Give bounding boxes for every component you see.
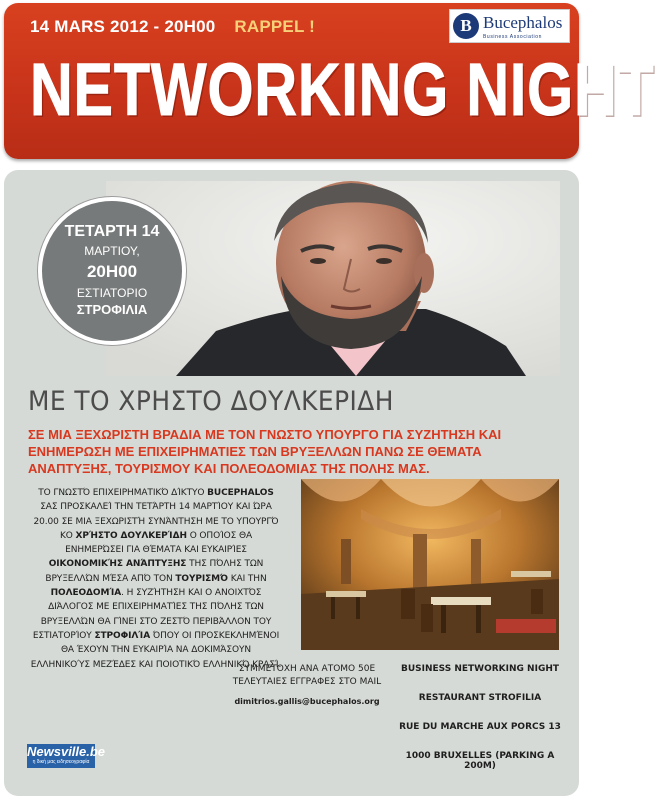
event-description [30,486,282,672]
event-venue-name: ΣΤΡΟΦΙΛΙΑ [76,302,148,317]
event-date: 14 MARS 2012 - 20H00 [30,17,216,36]
bucephalos-logo-text [483,13,562,40]
restaurant-photo-graphic [301,479,559,650]
participation-registration: ΤΕΛΕΥΤΑΙΕΣ ΕΓΓΡΑΦΕΣ ΣΤΟ MAIL [232,677,382,687]
description-bold: BUCEPHALOS [207,488,274,498]
description-bold: ΧΡΉΣΤΟ ΔΟΥΛΚΕΡΊΔΗ [75,530,187,541]
event-header-banner [4,3,655,159]
event-month: ΜΑΡΤΙΟΥ, [84,244,140,258]
description-bold: ΣΤΡΟΦΙΛΊΑ [94,630,151,641]
rappel-label: RAPPEL ! [234,17,316,36]
address-restaurant: RESTAURANT STROFILIA [418,693,542,703]
description-bold: ΤΟΥΡΙΣΜΌ [175,573,228,584]
event-time: 20H00 [86,262,138,281]
description-bold: ΟΙΚΟΝΟΜΙΚΉΣ ΑΝΆΠΤΥΞΗΣ [48,559,187,570]
description-text: ΌΠΟΥ ΟΙ ΠΡΟΣΚΕΚΛΗΜΈΝΟΙ ΘΑ ΈΧΟΥΝ ΤΗΝ ΕΥΚΑΙΡΊΑ ΝΑ ΔΟΚΙΜΆΣΟΥΝ ΕΛΛΗΝΙΚΟΎΣ ΜΕΖΈΔΕΣ ΚΑΙ ΠΟΙΟΤΙΚΌ ΕΛΛΗΝΙΚΌ ΚΡΑΣΊ. [30,630,282,670]
description-bold: ΠΟΛΕΟΔΟΜΊΑ [50,588,122,599]
description-text: Ο ΟΠΟΊΟΣ ΘΑ ΕΝΗΜΕΡΏΣΕΙ ΓΙΑ ΘΈΜΑΤΑ ΚΑΙ ΕΥΚΑΙΡΊΕΣ [65,530,253,556]
newsville-tagline: η δική μας ειδησεογραφία [32,759,90,765]
speaker-subtitle: ΜΕ ΤΟ ΧΡΗΣΤΟ ΔΟΥΛΚΕΡΙΔΗ [28,386,394,417]
registration-email-link[interactable]: dimitrios.gallis@bucephalos.org [234,697,380,706]
event-date-line [30,17,315,37]
description-text: ΣΑΣ ΠΡΟΣΚΑΛΕΊ ΤΗΝ ΤΕΤΆΡΤΗ 14 ΜΑΡΤΊΟΥ ΚΑΙ ΏΡΑ 20.00 ΣΕ ΜΙΑ ΞΕΧΩΡΙΣΤΉ ΣΥΝΆΝΤΗΣΗ ΜΕ ΤΟ ΥΠΟΥΡΓΌ ΚΟ [33,502,279,541]
newsville-name: Newsville.be [27,744,106,759]
bucephalos-logo-icon: B [453,13,479,39]
event-intro: ΣΕ ΜΙΑ ΞΕΧΩΡΙΣΤΗ ΒΡΑΔΙΑ ΜΕ ΤΟΝ ΓΝΩΣΤΟ ΥΠΟΥΡΓΟ ΓΙΑ ΣΥΖΗΤΗΣΗ ΚΑΙ ΕΝΗΜΕΡΩΣΗ ΜΕ ΕΠΙΧΕΙΡΗΜΑΤΙΕΣ ΤΩΝ ΒΡΥΞΕΛΛΩΝ ΠΑΝΩ ΣΕ ΘΕΜΑΤΑ ΑΝΑΠΤΥΞΗΣ, ΤΟΥΡΙΣΜΟΥ ΚΑΙ ΠΟΛΕΟΔΟΜΙΑΣ ΤΗΣ ΠΟΛΗΣ ΜΑΣ. [28,427,502,476]
event-info-circle [38,197,186,345]
participation-price: ΣΥΜΜΕΤΟΧΗ ΑΝΑ ΑΤΟΜΟ 50E [238,664,376,674]
event-venue-type: ΕΣΤΙΑΤΟΡΙΟ [76,286,148,300]
description-text: ΤΟ ΓΝΩΣΤΌ ΕΠΙΧΕΙΡΗΜΑΤΙΚΌ ΔΊΚΤΥΟ [38,488,205,498]
venue-address [395,664,565,790]
logo-name: Bucephalos [483,12,563,32]
description-text: . Η ΣΥΖΉΤΗΣΗ ΚΑΙ Ο ΑΝΟΙΧΤΌΣ ΔΙΆΛΟΓΟΣ ΜΕ ΕΠΙΧΕΙΡΗΜΑΤΊΕΣ ΤΗΣ ΠΌΛΗΣ ΤΩΝ ΒΡΥΞΕΛΛΏΝ ΘΑ ΓΊΝΕΙ ΣΤΟ ΖΕΣΤΌ ΠΕΡΙΒΆΛΛΟΝ ΤΟΥ ΕΣΤΙΑΤΟΡΊΟΥ [32,588,272,641]
participation-info [232,663,382,706]
restaurant-photo [301,479,559,650]
description-text: ΤΗΣ ΠΌΛΗΣ ΤΩΝ ΒΡΥΞΕΛΛΏΝ ΜΈΣΑ ΑΠΌ ΤΟΝ [45,559,264,584]
newsville-logo[interactable] [27,744,106,768]
event-day: ΤΕΤΑΡΤΗ 14 [64,223,160,240]
bucephalos-logo[interactable] [449,9,570,43]
address-event-name: BUSINESS NETWORKING NIGHT [400,664,559,674]
address-street: RUE DU MARCHE AUX PORCS 13 [399,722,561,732]
logo-subtitle: Business Association [483,33,542,40]
description-text: ΚΑΙ ΤΗΝ [230,573,267,584]
event-title: NETWORKING NIGHT [30,48,655,131]
address-city: 1000 BRUXELLES (PARKING A 200M) [405,751,555,771]
